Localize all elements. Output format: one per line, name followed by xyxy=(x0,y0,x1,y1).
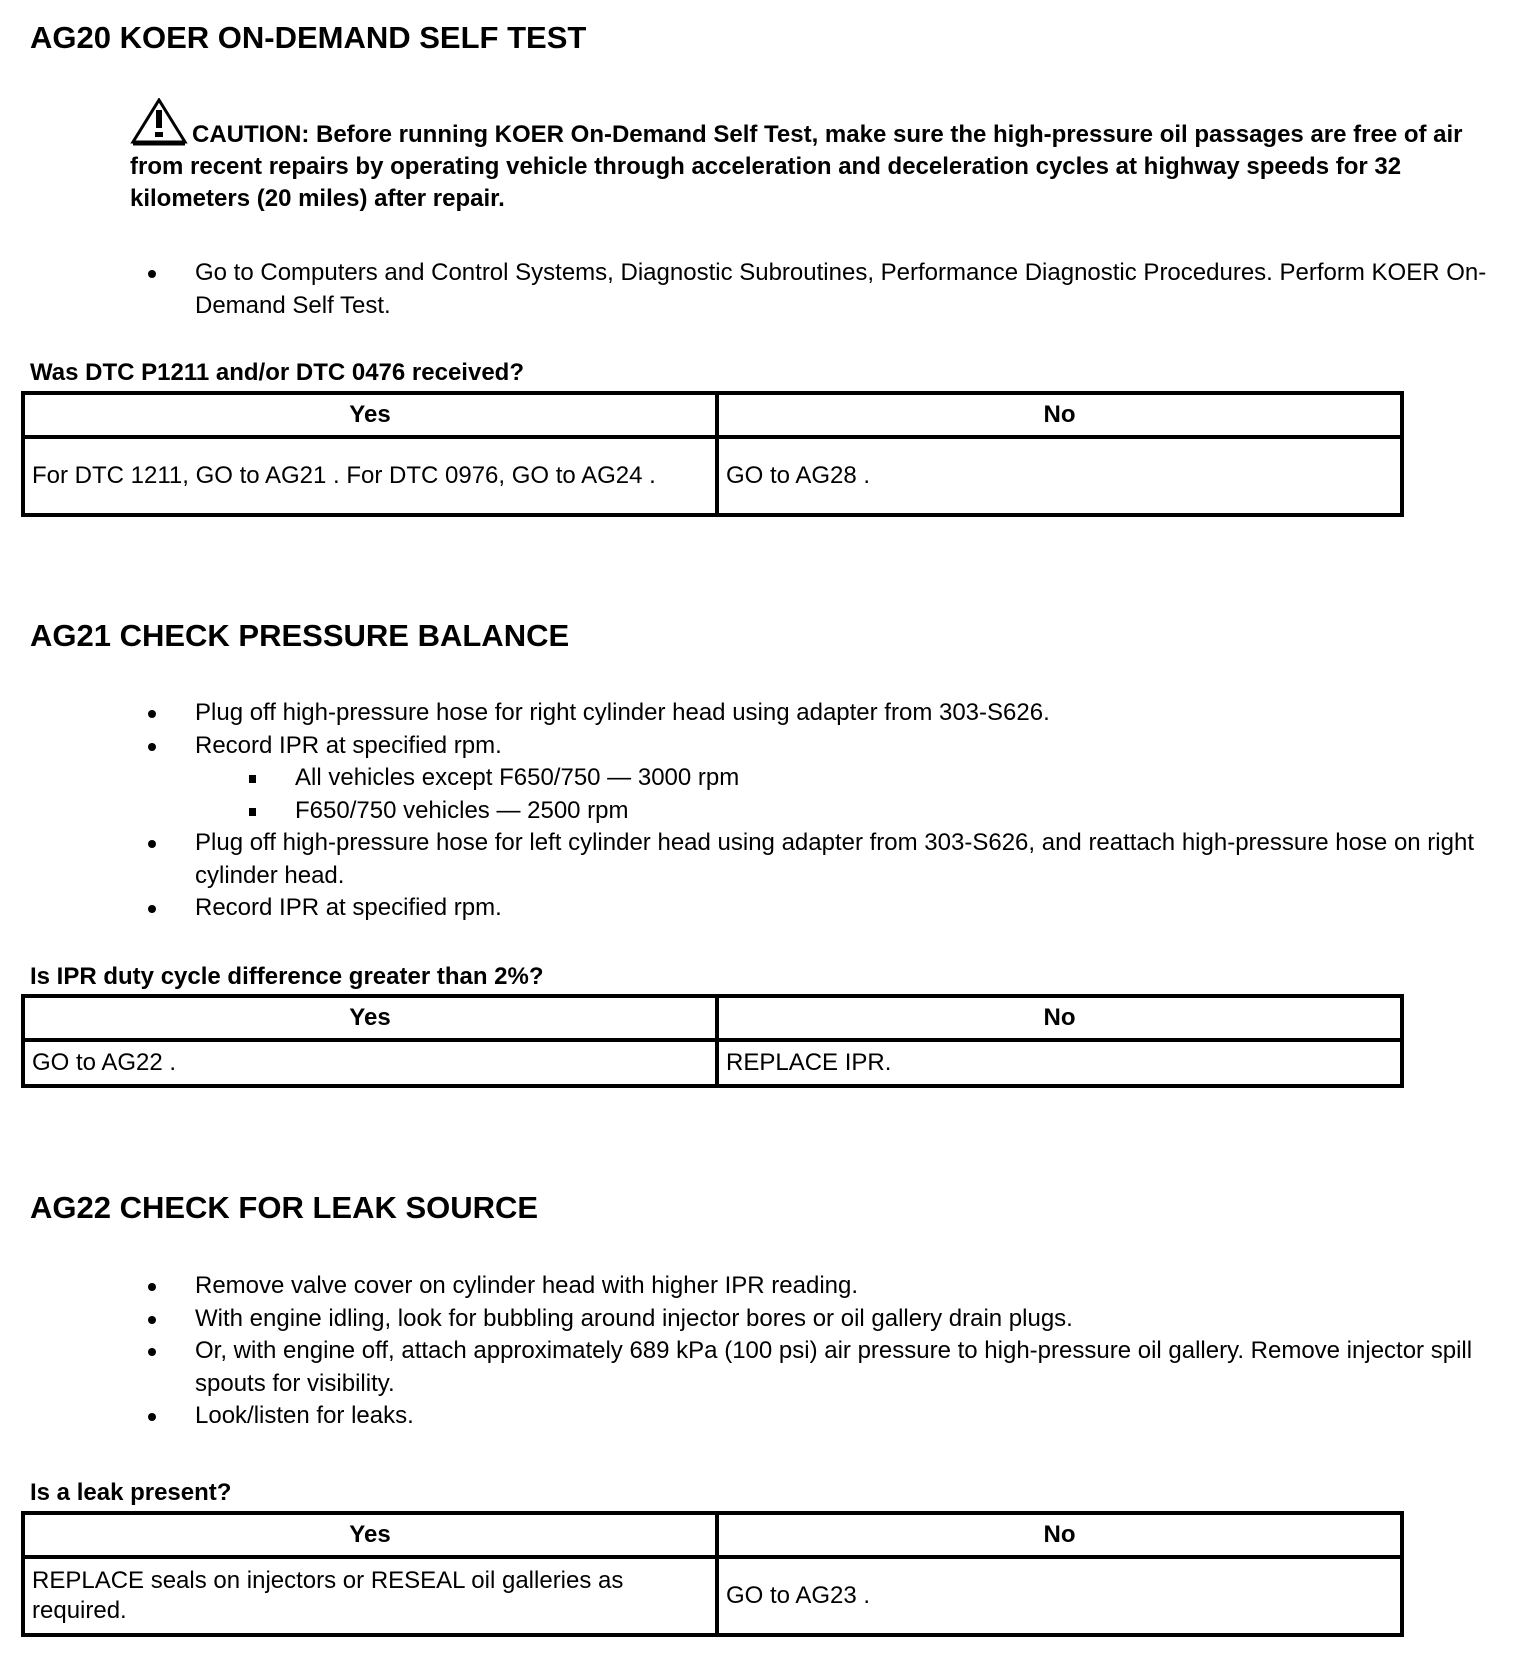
header-yes: Yes xyxy=(23,393,717,437)
step-item xyxy=(140,257,1530,322)
bullet-icon xyxy=(148,743,156,751)
bullet-icon xyxy=(148,1413,156,1421)
step-text: Record IPR at specified rpm. xyxy=(195,894,502,921)
sub-step-text: F650/750 vehicles — 2500 rpm xyxy=(295,796,629,824)
step-text: Record IPR at specified rpm. xyxy=(195,731,502,759)
cell-yes: For DTC 1211, GO to AG21 . For DTC 0976, GO to AG24 . xyxy=(23,437,717,515)
step-item xyxy=(140,1400,1530,1433)
table-header-row xyxy=(23,393,1402,437)
sub-step-list xyxy=(195,762,1530,827)
bullet-icon xyxy=(148,840,156,848)
table-row xyxy=(23,1040,1402,1086)
cell-no: REPLACE IPR. xyxy=(717,1040,1402,1086)
section-title-ag22: AG22 CHECK FOR LEAK SOURCE xyxy=(30,1190,539,1225)
step-item xyxy=(140,1335,1530,1400)
bullet-icon xyxy=(148,710,156,718)
table-row xyxy=(23,437,1402,515)
step-text: Go to Computers and Control Systems, Diagnostic Subroutines, Performance Diagnostic Procedures. Perform KOER On-Demand Self Test. xyxy=(195,259,1487,319)
step-text: Plug off high-pressure hose for left cylinder head using adapter from 303-S626, and reattach high-pressure hose on right cylinder head. xyxy=(195,829,1474,889)
step-item xyxy=(140,1270,1530,1303)
step-list-ag21 xyxy=(140,697,1530,925)
step-item xyxy=(140,697,1530,730)
caution-note xyxy=(130,98,1520,215)
header-no: No xyxy=(717,1513,1402,1557)
header-no: No xyxy=(717,996,1402,1040)
table-header-row xyxy=(23,1513,1402,1557)
header-yes: Yes xyxy=(23,996,717,1040)
table-row xyxy=(23,1557,1402,1635)
bullet-icon xyxy=(148,270,156,278)
step-text: Look/listen for leaks. xyxy=(195,1402,414,1429)
section-title-ag21: AG21 CHECK PRESSURE BALANCE xyxy=(30,618,570,653)
step-text: Remove valve cover on cylinder head with higher IPR reading. xyxy=(195,1272,859,1299)
step-text: Plug off high-pressure hose for right cylinder head using adapter from 303-S626. xyxy=(195,699,1050,726)
step-text: Or, with engine off, attach approximately 689 kPa (100 psi) air pressure to high-pressure oil gallery. Remove injector spill spouts for visibility. xyxy=(195,1337,1473,1397)
sub-step-item xyxy=(195,762,1530,795)
step-list-ag20 xyxy=(140,257,1530,322)
step-list-ag22 xyxy=(140,1270,1530,1433)
step-text: With engine idling, look for bubbling around injector bores or oil gallery drain plugs. xyxy=(195,1304,1073,1332)
header-yes: Yes xyxy=(23,1513,717,1557)
question-ag22: Is a leak present? xyxy=(30,1479,232,1506)
header-no: No xyxy=(717,393,1402,437)
decision-table-ag21 xyxy=(21,994,1404,1088)
square-bullet-icon xyxy=(249,808,256,816)
table-header-row xyxy=(23,996,1402,1040)
step-item xyxy=(140,827,1530,892)
section-title-ag20: AG20 KOER ON-DEMAND SELF TEST xyxy=(30,20,587,55)
sub-step-text: All vehicles except F650/750 — 3000 rpm xyxy=(295,764,740,791)
question-ag21: Is IPR duty cycle difference greater than 2%? xyxy=(30,963,544,990)
bullet-icon xyxy=(148,1348,156,1356)
decision-table-ag22 xyxy=(21,1511,1404,1637)
caution-text: CAUTION: Before running KOER On-Demand Self Test, make sure the high-pressure oil passages are free of air from recent repairs by operating vehicle through acceleration and deceleration cycles at highway speeds for 32 kilometers (20 miles) after repair. xyxy=(130,121,1463,212)
warning-triangle-icon xyxy=(130,98,188,146)
bullet-icon xyxy=(148,1316,156,1324)
cell-no: GO to AG28 . xyxy=(717,437,1402,515)
square-bullet-icon xyxy=(249,775,256,783)
step-item xyxy=(140,1303,1530,1336)
cell-yes: REPLACE seals on injectors or RESEAL oil galleries as required. xyxy=(23,1557,717,1635)
bullet-icon xyxy=(148,1283,156,1291)
sub-step-item xyxy=(195,795,1530,828)
decision-table-ag20 xyxy=(21,391,1404,517)
step-item xyxy=(140,892,1530,925)
cell-no: GO to AG23 . xyxy=(717,1557,1402,1635)
bullet-icon xyxy=(148,905,156,913)
cell-yes: GO to AG22 . xyxy=(23,1040,717,1086)
question-ag20: Was DTC P1211 and/or DTC 0476 received? xyxy=(30,359,524,386)
step-item xyxy=(140,730,1530,828)
